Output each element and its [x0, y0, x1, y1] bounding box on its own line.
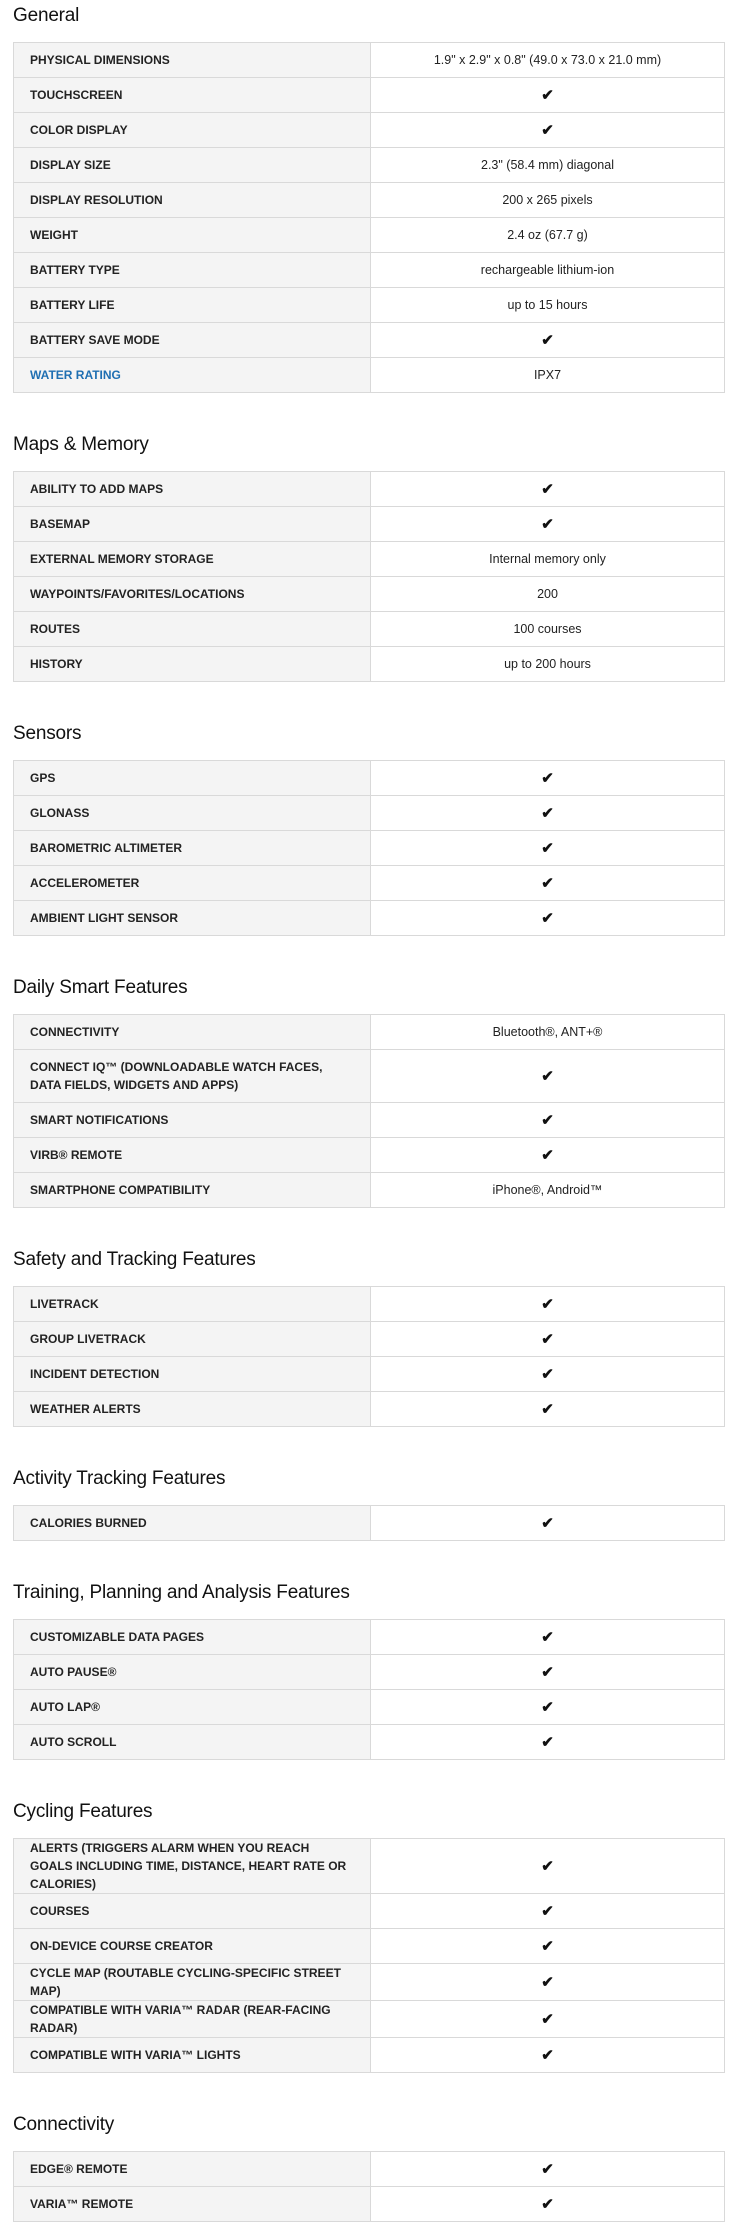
- spec-row: [14, 1173, 725, 1208]
- spec-row: [14, 2152, 725, 2187]
- spec-row: [14, 866, 725, 901]
- spec-label: HISTORY: [14, 647, 371, 682]
- spec-label: CALORIES BURNED: [14, 1506, 371, 1541]
- spec-row: [14, 507, 725, 542]
- spec-label: VIRB® REMOTE: [14, 1138, 371, 1173]
- spec-table: [13, 1838, 725, 2073]
- spec-value: [371, 78, 725, 113]
- spec-label: WEIGHT: [14, 218, 371, 253]
- spec-row: [14, 148, 725, 183]
- spec-value: [371, 2038, 725, 2073]
- checkmark-icon: ✔: [541, 1401, 554, 1418]
- checkmark-icon: ✔: [541, 332, 554, 349]
- checkmark-icon: ✔: [541, 1858, 554, 1875]
- spec-label: WAYPOINTS/FAVORITES/LOCATIONS: [14, 577, 371, 612]
- spec-table: [13, 42, 725, 393]
- spec-row: [14, 1357, 725, 1392]
- spec-value: [371, 1138, 725, 1173]
- spec-row: [14, 1138, 725, 1173]
- spec-label: BAROMETRIC ALTIMETER: [14, 831, 371, 866]
- spec-row: [14, 647, 725, 682]
- spec-label: ON-DEVICE COURSE CREATOR: [14, 1929, 371, 1964]
- spec-label: CUSTOMIZABLE DATA PAGES: [14, 1620, 371, 1655]
- spec-label-link[interactable]: WATER RATING: [14, 358, 371, 393]
- spec-value: [371, 1357, 725, 1392]
- spec-label: EXTERNAL MEMORY STORAGE: [14, 542, 371, 577]
- checkmark-icon: ✔: [541, 2047, 554, 2064]
- checkmark-icon: ✔: [541, 1515, 554, 1532]
- spec-label: GLONASS: [14, 796, 371, 831]
- spec-row: [14, 113, 725, 148]
- spec-value: 2.4 oz (67.7 g): [371, 218, 725, 253]
- spec-value: [371, 1655, 725, 1690]
- spec-row: [14, 288, 725, 323]
- checkmark-icon: ✔: [541, 1938, 554, 1955]
- spec-table: [13, 760, 725, 936]
- spec-value: [371, 761, 725, 796]
- spec-label: BATTERY TYPE: [14, 253, 371, 288]
- spec-value: [371, 831, 725, 866]
- spec-label: DISPLAY RESOLUTION: [14, 183, 371, 218]
- spec-row: [14, 1655, 725, 1690]
- spec-row: [14, 2001, 725, 2038]
- checkmark-icon: ✔: [541, 516, 554, 533]
- spec-value: rechargeable lithium-ion: [371, 253, 725, 288]
- spec-value: [371, 113, 725, 148]
- spec-row: [14, 1620, 725, 1655]
- spec-value: 100 courses: [371, 612, 725, 647]
- spec-row: [14, 761, 725, 796]
- checkmark-icon: ✔: [541, 1629, 554, 1646]
- spec-table: [13, 2151, 725, 2222]
- spec-row: [14, 253, 725, 288]
- spec-section-connectivity: [13, 2109, 725, 2222]
- spec-value: [371, 507, 725, 542]
- spec-label: COMPATIBLE WITH VARIA™ RADAR (REAR-FACING RADAR): [14, 2001, 371, 2038]
- spec-value: IPX7: [371, 358, 725, 393]
- section-title: Safety and Tracking Features: [13, 1249, 256, 1270]
- spec-row: [14, 1392, 725, 1427]
- spec-label: GPS: [14, 761, 371, 796]
- section-title: Training, Planning and Analysis Features: [13, 1582, 350, 1603]
- spec-label: CYCLE MAP (ROUTABLE CYCLING-SPECIFIC STREET MAP): [14, 1964, 371, 2001]
- section-title: Daily Smart Features: [13, 977, 188, 998]
- spec-value: [371, 2152, 725, 2187]
- section-title: Activity Tracking Features: [13, 1468, 226, 1489]
- spec-row: [14, 542, 725, 577]
- spec-label: VARIA™ REMOTE: [14, 2187, 371, 2222]
- spec-row: [14, 577, 725, 612]
- spec-row: [14, 796, 725, 831]
- spec-row: [14, 1103, 725, 1138]
- spec-value: [371, 1964, 725, 2001]
- spec-value: 200: [371, 577, 725, 612]
- checkmark-icon: ✔: [541, 2196, 554, 2213]
- checkmark-icon: ✔: [541, 1903, 554, 1920]
- checkmark-icon: ✔: [541, 1664, 554, 1681]
- spec-value: [371, 472, 725, 507]
- spec-label: ROUTES: [14, 612, 371, 647]
- spec-label: CONNECTIVITY: [14, 1015, 371, 1050]
- spec-row: [14, 472, 725, 507]
- spec-row: [14, 1015, 725, 1050]
- spec-label: DISPLAY SIZE: [14, 148, 371, 183]
- checkmark-icon: ✔: [541, 481, 554, 498]
- section-title: Maps & Memory: [13, 434, 149, 455]
- spec-value: [371, 2187, 725, 2222]
- spec-section-maps-memory: [13, 429, 725, 682]
- spec-section-activity-tracking-features: [13, 1463, 725, 1541]
- spec-value: iPhone®, Android™: [371, 1173, 725, 1208]
- spec-value: [371, 2001, 725, 2038]
- checkmark-icon: ✔: [541, 122, 554, 139]
- spec-section-daily-smart-features: [13, 972, 725, 1208]
- spec-label: SMART NOTIFICATIONS: [14, 1103, 371, 1138]
- spec-table: [13, 471, 725, 682]
- spec-value: [371, 1894, 725, 1929]
- spec-value: [371, 796, 725, 831]
- spec-value: [371, 1287, 725, 1322]
- spec-section-training-planning-and-analysis-features: [13, 1577, 725, 1760]
- spec-label: SMARTPHONE COMPATIBILITY: [14, 1173, 371, 1208]
- spec-table: [13, 1286, 725, 1427]
- spec-value: [371, 1620, 725, 1655]
- spec-value: 2.3" (58.4 mm) diagonal: [371, 148, 725, 183]
- spec-table: [13, 1014, 725, 1208]
- spec-label: BATTERY LIFE: [14, 288, 371, 323]
- spec-section-cycling-features: [13, 1796, 725, 2073]
- spec-row: [14, 1929, 725, 1964]
- spec-label: COURSES: [14, 1894, 371, 1929]
- checkmark-icon: ✔: [541, 1147, 554, 1164]
- spec-label: COMPATIBLE WITH VARIA™ LIGHTS: [14, 2038, 371, 2073]
- section-title: Connectivity: [13, 2114, 115, 2135]
- spec-row: [14, 183, 725, 218]
- spec-label: AUTO SCROLL: [14, 1725, 371, 1760]
- spec-value: [371, 1725, 725, 1760]
- spec-value: up to 200 hours: [371, 647, 725, 682]
- spec-label: INCIDENT DETECTION: [14, 1357, 371, 1392]
- section-title: Cycling Features: [13, 1801, 153, 1822]
- spec-value: [371, 1506, 725, 1541]
- spec-label: GROUP LIVETRACK: [14, 1322, 371, 1357]
- spec-section-safety-and-tracking-features: [13, 1244, 725, 1427]
- spec-value: Bluetooth®, ANT+®: [371, 1015, 725, 1050]
- spec-row: [14, 323, 725, 358]
- spec-value: [371, 1690, 725, 1725]
- spec-row: [14, 1690, 725, 1725]
- spec-row: [14, 1287, 725, 1322]
- section-title: General: [13, 5, 80, 26]
- checkmark-icon: ✔: [541, 1366, 554, 1383]
- spec-value: [371, 1050, 725, 1103]
- spec-label: BATTERY SAVE MODE: [14, 323, 371, 358]
- spec-row: [14, 1964, 725, 2001]
- checkmark-icon: ✔: [541, 2011, 554, 2028]
- spec-row: [14, 1050, 725, 1103]
- spec-label: CONNECT IQ™ (DOWNLOADABLE WATCH FACES, DATA FIELDS, WIDGETS AND APPS): [14, 1050, 371, 1103]
- spec-label: ALERTS (TRIGGERS ALARM WHEN YOU REACH GOALS INCLUDING TIME, DISTANCE, HEART RATE OR CALORIES): [14, 1839, 371, 1894]
- spec-value: 200 x 265 pixels: [371, 183, 725, 218]
- spec-value: 1.9" x 2.9" x 0.8" (49.0 x 73.0 x 21.0 mm): [371, 43, 725, 78]
- checkmark-icon: ✔: [541, 1331, 554, 1348]
- checkmark-icon: ✔: [541, 910, 554, 927]
- spec-section-sensors: [13, 718, 725, 936]
- spec-label: BASEMAP: [14, 507, 371, 542]
- checkmark-icon: ✔: [541, 805, 554, 822]
- spec-label: AMBIENT LIGHT SENSOR: [14, 901, 371, 936]
- spec-row: [14, 1894, 725, 1929]
- spec-value: [371, 1392, 725, 1427]
- section-title: Sensors: [13, 723, 82, 744]
- spec-value: [371, 1322, 725, 1357]
- spec-value: up to 15 hours: [371, 288, 725, 323]
- spec-label: EDGE® REMOTE: [14, 2152, 371, 2187]
- spec-value: [371, 901, 725, 936]
- checkmark-icon: ✔: [541, 770, 554, 787]
- checkmark-icon: ✔: [541, 2161, 554, 2178]
- checkmark-icon: ✔: [541, 1112, 554, 1129]
- checkmark-icon: ✔: [541, 840, 554, 857]
- spec-row: [14, 78, 725, 113]
- checkmark-icon: ✔: [541, 1296, 554, 1313]
- spec-section-general: [13, 0, 725, 393]
- spec-row: [14, 1322, 725, 1357]
- spec-label: COLOR DISPLAY: [14, 113, 371, 148]
- checkmark-icon: ✔: [541, 1734, 554, 1751]
- spec-row: [14, 218, 725, 253]
- checkmark-icon: ✔: [541, 1068, 554, 1085]
- spec-label: WEATHER ALERTS: [14, 1392, 371, 1427]
- spec-row: [14, 612, 725, 647]
- spec-label: ACCELEROMETER: [14, 866, 371, 901]
- spec-label: ABILITY TO ADD MAPS: [14, 472, 371, 507]
- spec-row: [14, 358, 725, 393]
- spec-table: [13, 1619, 725, 1760]
- spec-row: [14, 1839, 725, 1894]
- spec-value: [371, 1929, 725, 1964]
- spec-row: [14, 901, 725, 936]
- spec-row: [14, 1506, 725, 1541]
- spec-row: [14, 2038, 725, 2073]
- spec-row: [14, 2187, 725, 2222]
- spec-row: [14, 1725, 725, 1760]
- spec-label: TOUCHSCREEN: [14, 78, 371, 113]
- spec-label: PHYSICAL DIMENSIONS: [14, 43, 371, 78]
- spec-value: [371, 323, 725, 358]
- spec-row: [14, 43, 725, 78]
- spec-label: AUTO PAUSE®: [14, 1655, 371, 1690]
- spec-table: [13, 1505, 725, 1541]
- spec-value: Internal memory only: [371, 542, 725, 577]
- spec-row: [14, 831, 725, 866]
- spec-value: [371, 1103, 725, 1138]
- spec-label: AUTO LAP®: [14, 1690, 371, 1725]
- checkmark-icon: ✔: [541, 1699, 554, 1716]
- checkmark-icon: ✔: [541, 87, 554, 104]
- checkmark-icon: ✔: [541, 875, 554, 892]
- spec-value: [371, 866, 725, 901]
- spec-value: [371, 1839, 725, 1894]
- checkmark-icon: ✔: [541, 1974, 554, 1991]
- spec-label: LIVETRACK: [14, 1287, 371, 1322]
